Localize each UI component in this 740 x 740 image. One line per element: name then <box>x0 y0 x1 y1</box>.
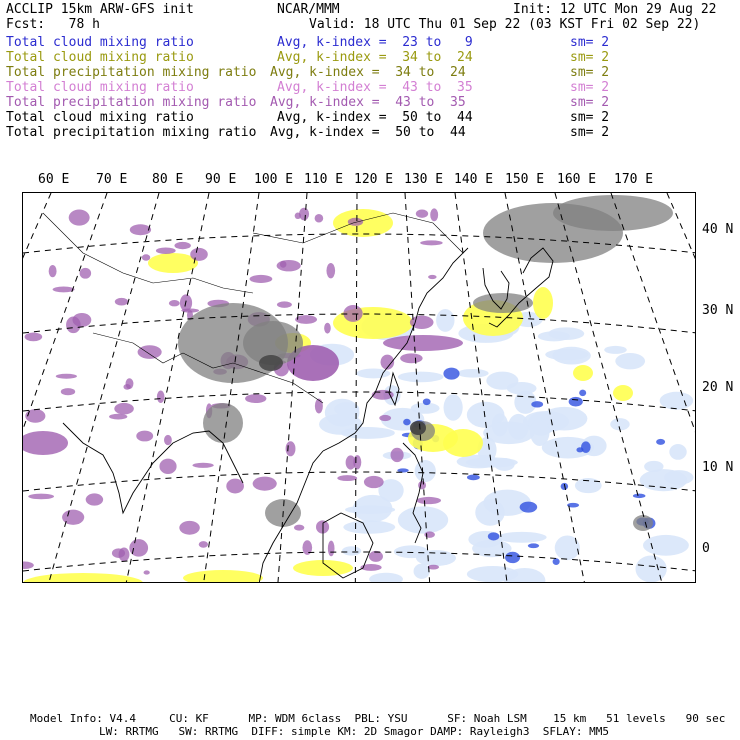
legend-row <box>6 80 736 95</box>
cloud-patch <box>497 532 547 543</box>
lon-label: 120 E <box>354 172 394 187</box>
border <box>43 213 253 293</box>
longitude-line <box>555 193 662 583</box>
cloud-patch <box>142 254 150 261</box>
cloud-patch <box>369 573 403 583</box>
legend-row <box>6 65 736 80</box>
init-time: Init: 12 UTC Mon 29 Aug 22 <box>513 2 717 17</box>
cloud-patch <box>112 548 125 558</box>
field-smoothing: sm= 2 <box>570 80 610 95</box>
cloud-patch <box>164 435 172 445</box>
cloud-patch <box>136 431 153 442</box>
field-name: Total precipitation mixing ratio <box>6 125 257 140</box>
cloud-patch <box>49 265 57 277</box>
cloud-patch <box>553 558 560 565</box>
cloud-patch <box>277 301 292 307</box>
field-avg: Avg, k-index = 34 to 24 <box>277 50 473 65</box>
cloud-patch <box>520 502 538 513</box>
cloud-patch <box>398 506 448 533</box>
cloud-patch <box>505 552 520 563</box>
cloud-patch <box>203 403 243 443</box>
field-smoothing: sm= 2 <box>570 110 610 125</box>
cloud-patch <box>129 539 148 557</box>
cloud-patch <box>25 332 43 341</box>
field-smoothing: sm= 2 <box>570 35 610 50</box>
cloud-patch <box>23 561 34 568</box>
legend-row <box>6 95 736 110</box>
cloud-patch <box>183 570 263 583</box>
cloud-patch <box>69 210 90 226</box>
lon-label: 90 E <box>205 172 237 187</box>
valid-time: Valid: 18 UTC Thu 01 Sep 22 (03 KST Fri 02 Sep 22) <box>309 17 701 32</box>
cloud-patch <box>353 455 361 469</box>
cloud-patch <box>418 481 426 489</box>
legend-row <box>6 35 736 50</box>
lat-label: 40 N <box>702 222 734 237</box>
cloud-patch <box>428 275 436 279</box>
cloud-patch <box>138 345 162 359</box>
longitude-line <box>203 193 259 583</box>
lat-label: 0 <box>702 541 710 556</box>
lon-label: 100 E <box>254 172 294 187</box>
field-avg: Avg, k-index = 43 to 35 <box>270 95 466 110</box>
cloud-patch <box>538 331 570 341</box>
lon-label: 130 E <box>404 172 444 187</box>
cloud-patch <box>86 493 103 505</box>
cloud-patch <box>328 541 335 557</box>
cloud-patch <box>664 470 693 485</box>
field-smoothing: sm= 2 <box>570 65 610 80</box>
model-title: ACCLIP 15km ARW-GFS init <box>6 2 194 17</box>
cloud-patch <box>398 372 444 383</box>
cloud-patch <box>199 541 208 548</box>
cloud-patch <box>457 369 489 378</box>
cloud-patch <box>280 261 287 268</box>
cloud-patch <box>53 286 75 292</box>
cloud-patch <box>159 459 176 474</box>
cloud-patch <box>109 414 127 420</box>
lon-label: 60 E <box>38 172 70 187</box>
lon-label: 80 E <box>152 172 184 187</box>
cloud-patch <box>533 287 553 319</box>
cloud-patch <box>157 391 165 403</box>
organization: NCAR/MMM <box>277 2 340 17</box>
cloud-patch <box>333 209 393 237</box>
longitude-line <box>667 193 696 583</box>
lon-label: 150 E <box>505 172 545 187</box>
cloud-patch <box>423 398 431 405</box>
field-avg: Avg, k-index = 34 to 24 <box>270 65 466 80</box>
cloud-patch <box>325 399 360 427</box>
cloud-patch <box>156 247 176 253</box>
cloud-patch <box>295 315 317 324</box>
cloud-patch <box>573 365 593 381</box>
cloud-patch <box>23 573 143 583</box>
cloud-patch <box>174 242 190 249</box>
field-smoothing: sm= 2 <box>570 95 610 110</box>
cloud-patch <box>541 407 587 431</box>
cloud-patch <box>420 240 443 245</box>
cloud-patch <box>343 305 362 322</box>
longitude-line <box>48 193 159 583</box>
cloud-patch <box>326 263 335 278</box>
field-avg: Avg, k-index = 50 to 44 <box>270 125 466 140</box>
cloud-patch <box>115 298 128 306</box>
cloud-patch <box>369 551 383 562</box>
cloud-patch <box>61 388 75 395</box>
india-coastline <box>63 423 173 513</box>
cloud-patch <box>581 441 591 453</box>
cloud-patch <box>315 399 323 414</box>
cloud-patch <box>656 439 665 445</box>
lat-label: 20 N <box>702 380 734 395</box>
cloud-patch <box>444 394 463 421</box>
cloud-patch <box>294 525 304 531</box>
cloud-patch <box>123 384 130 390</box>
cloud-patch <box>169 300 180 306</box>
lon-label: 70 E <box>96 172 128 187</box>
field-name: Total precipitation mixing ratio <box>6 65 257 80</box>
legend-row <box>6 125 736 140</box>
cloud-patch <box>250 275 273 283</box>
cloud-patch <box>379 415 391 421</box>
field-smoothing: sm= 2 <box>570 125 610 140</box>
cloud-patch <box>400 353 422 363</box>
field-avg: Avg, k-index = 23 to 9 <box>277 35 473 50</box>
forecast-map <box>22 192 696 583</box>
cloud-patch <box>507 382 537 395</box>
cloud-patch <box>424 531 435 537</box>
cloud-patch <box>403 419 410 426</box>
cloud-patch <box>531 401 543 407</box>
cloud-patch <box>410 421 426 435</box>
model-info: Model Info: V4.4 CU: KF MP: WDM 6class PBL: YSU SF: Noah LSM 15 km 51 levels 90 sec <box>30 712 726 725</box>
cloud-patch <box>555 535 580 560</box>
model-physics: LW: RRTMG SW: RRTMG DIFF: simple KM: 2D Smagor DAMP: Rayleigh3 SFLAY: MM5 <box>99 725 609 738</box>
cloud-patch <box>430 208 438 221</box>
cloud-patch <box>613 385 633 401</box>
field-name: Total cloud mixing ratio <box>6 50 194 65</box>
cloud-patch <box>190 248 208 261</box>
cloud-patch <box>372 390 394 400</box>
cloud-patch <box>660 392 694 410</box>
cloud-patch <box>615 353 645 369</box>
field-name: Total cloud mixing ratio <box>6 80 194 95</box>
cloud-patch <box>324 323 331 334</box>
cloud-patch <box>416 497 441 504</box>
cloud-patch <box>528 543 539 548</box>
cloud-patch <box>467 475 480 481</box>
cloud-patch <box>416 209 428 217</box>
cloud-patch <box>342 546 361 555</box>
cloud-patch <box>569 397 583 407</box>
cloud-patch <box>253 477 277 491</box>
cloud-patch <box>669 444 686 460</box>
lat-label: 10 N <box>702 460 734 475</box>
cloud-patch <box>28 494 54 500</box>
cloud-patch <box>72 313 91 327</box>
cloud-patch <box>144 570 150 574</box>
cloud-patch <box>414 564 430 579</box>
field-name: Total cloud mixing ratio <box>6 110 194 125</box>
cloud-patch <box>286 441 296 456</box>
field-name: Total cloud mixing ratio <box>6 35 194 50</box>
cloud-patch <box>473 293 533 313</box>
cloud-patch <box>633 515 653 531</box>
cloud-patch <box>56 374 77 379</box>
lon-label: 170 E <box>614 172 654 187</box>
cloud-patch <box>348 218 363 226</box>
cloud-patch <box>179 521 200 535</box>
cloud-patch <box>130 224 151 235</box>
cloud-patch <box>633 494 645 498</box>
cloud-patch <box>364 476 384 488</box>
border <box>93 333 183 363</box>
cloud-patch <box>436 309 454 332</box>
cloud-patch <box>635 555 666 582</box>
cloud-patch <box>192 463 213 468</box>
cloud-patch <box>23 431 68 455</box>
cloud-patch <box>553 195 673 231</box>
cloud-patch <box>443 429 483 457</box>
cloud-patch <box>353 495 393 522</box>
cloud-patch <box>337 475 357 481</box>
cloud-patch <box>391 448 404 462</box>
cloud-patch <box>483 422 534 444</box>
cloud-patch <box>545 349 588 360</box>
forecast-hour: Fcst: 78 h <box>6 17 100 32</box>
lat-label: 30 N <box>702 303 734 318</box>
cloud-patch <box>579 390 586 396</box>
cloud-shading <box>23 195 693 583</box>
cloud-patch <box>245 394 266 403</box>
lon-label: 110 E <box>304 172 344 187</box>
cloud-patch <box>443 368 459 380</box>
lon-label: 140 E <box>454 172 494 187</box>
cloud-patch <box>299 208 309 221</box>
cloud-patch <box>428 565 439 570</box>
field-avg: Avg, k-index = 50 to 44 <box>277 110 473 125</box>
cloud-patch <box>343 521 395 534</box>
lon-label: 160 E <box>557 172 597 187</box>
cloud-patch <box>80 268 92 279</box>
legend-row <box>6 110 736 125</box>
cloud-patch <box>604 346 627 354</box>
cloud-patch <box>114 403 134 415</box>
cloud-patch <box>488 532 500 540</box>
field-name: Total precipitation mixing ratio <box>6 95 257 110</box>
field-smoothing: sm= 2 <box>570 50 610 65</box>
cloud-patch <box>383 335 463 351</box>
legend-row <box>6 50 736 65</box>
cloud-patch <box>226 479 244 494</box>
field-avg: Avg, k-index = 43 to 35 <box>277 80 473 95</box>
cloud-patch <box>315 214 324 223</box>
cloud-patch <box>415 460 436 482</box>
cloud-patch <box>259 355 283 371</box>
map-canvas <box>23 193 696 583</box>
cloud-patch <box>25 409 45 423</box>
